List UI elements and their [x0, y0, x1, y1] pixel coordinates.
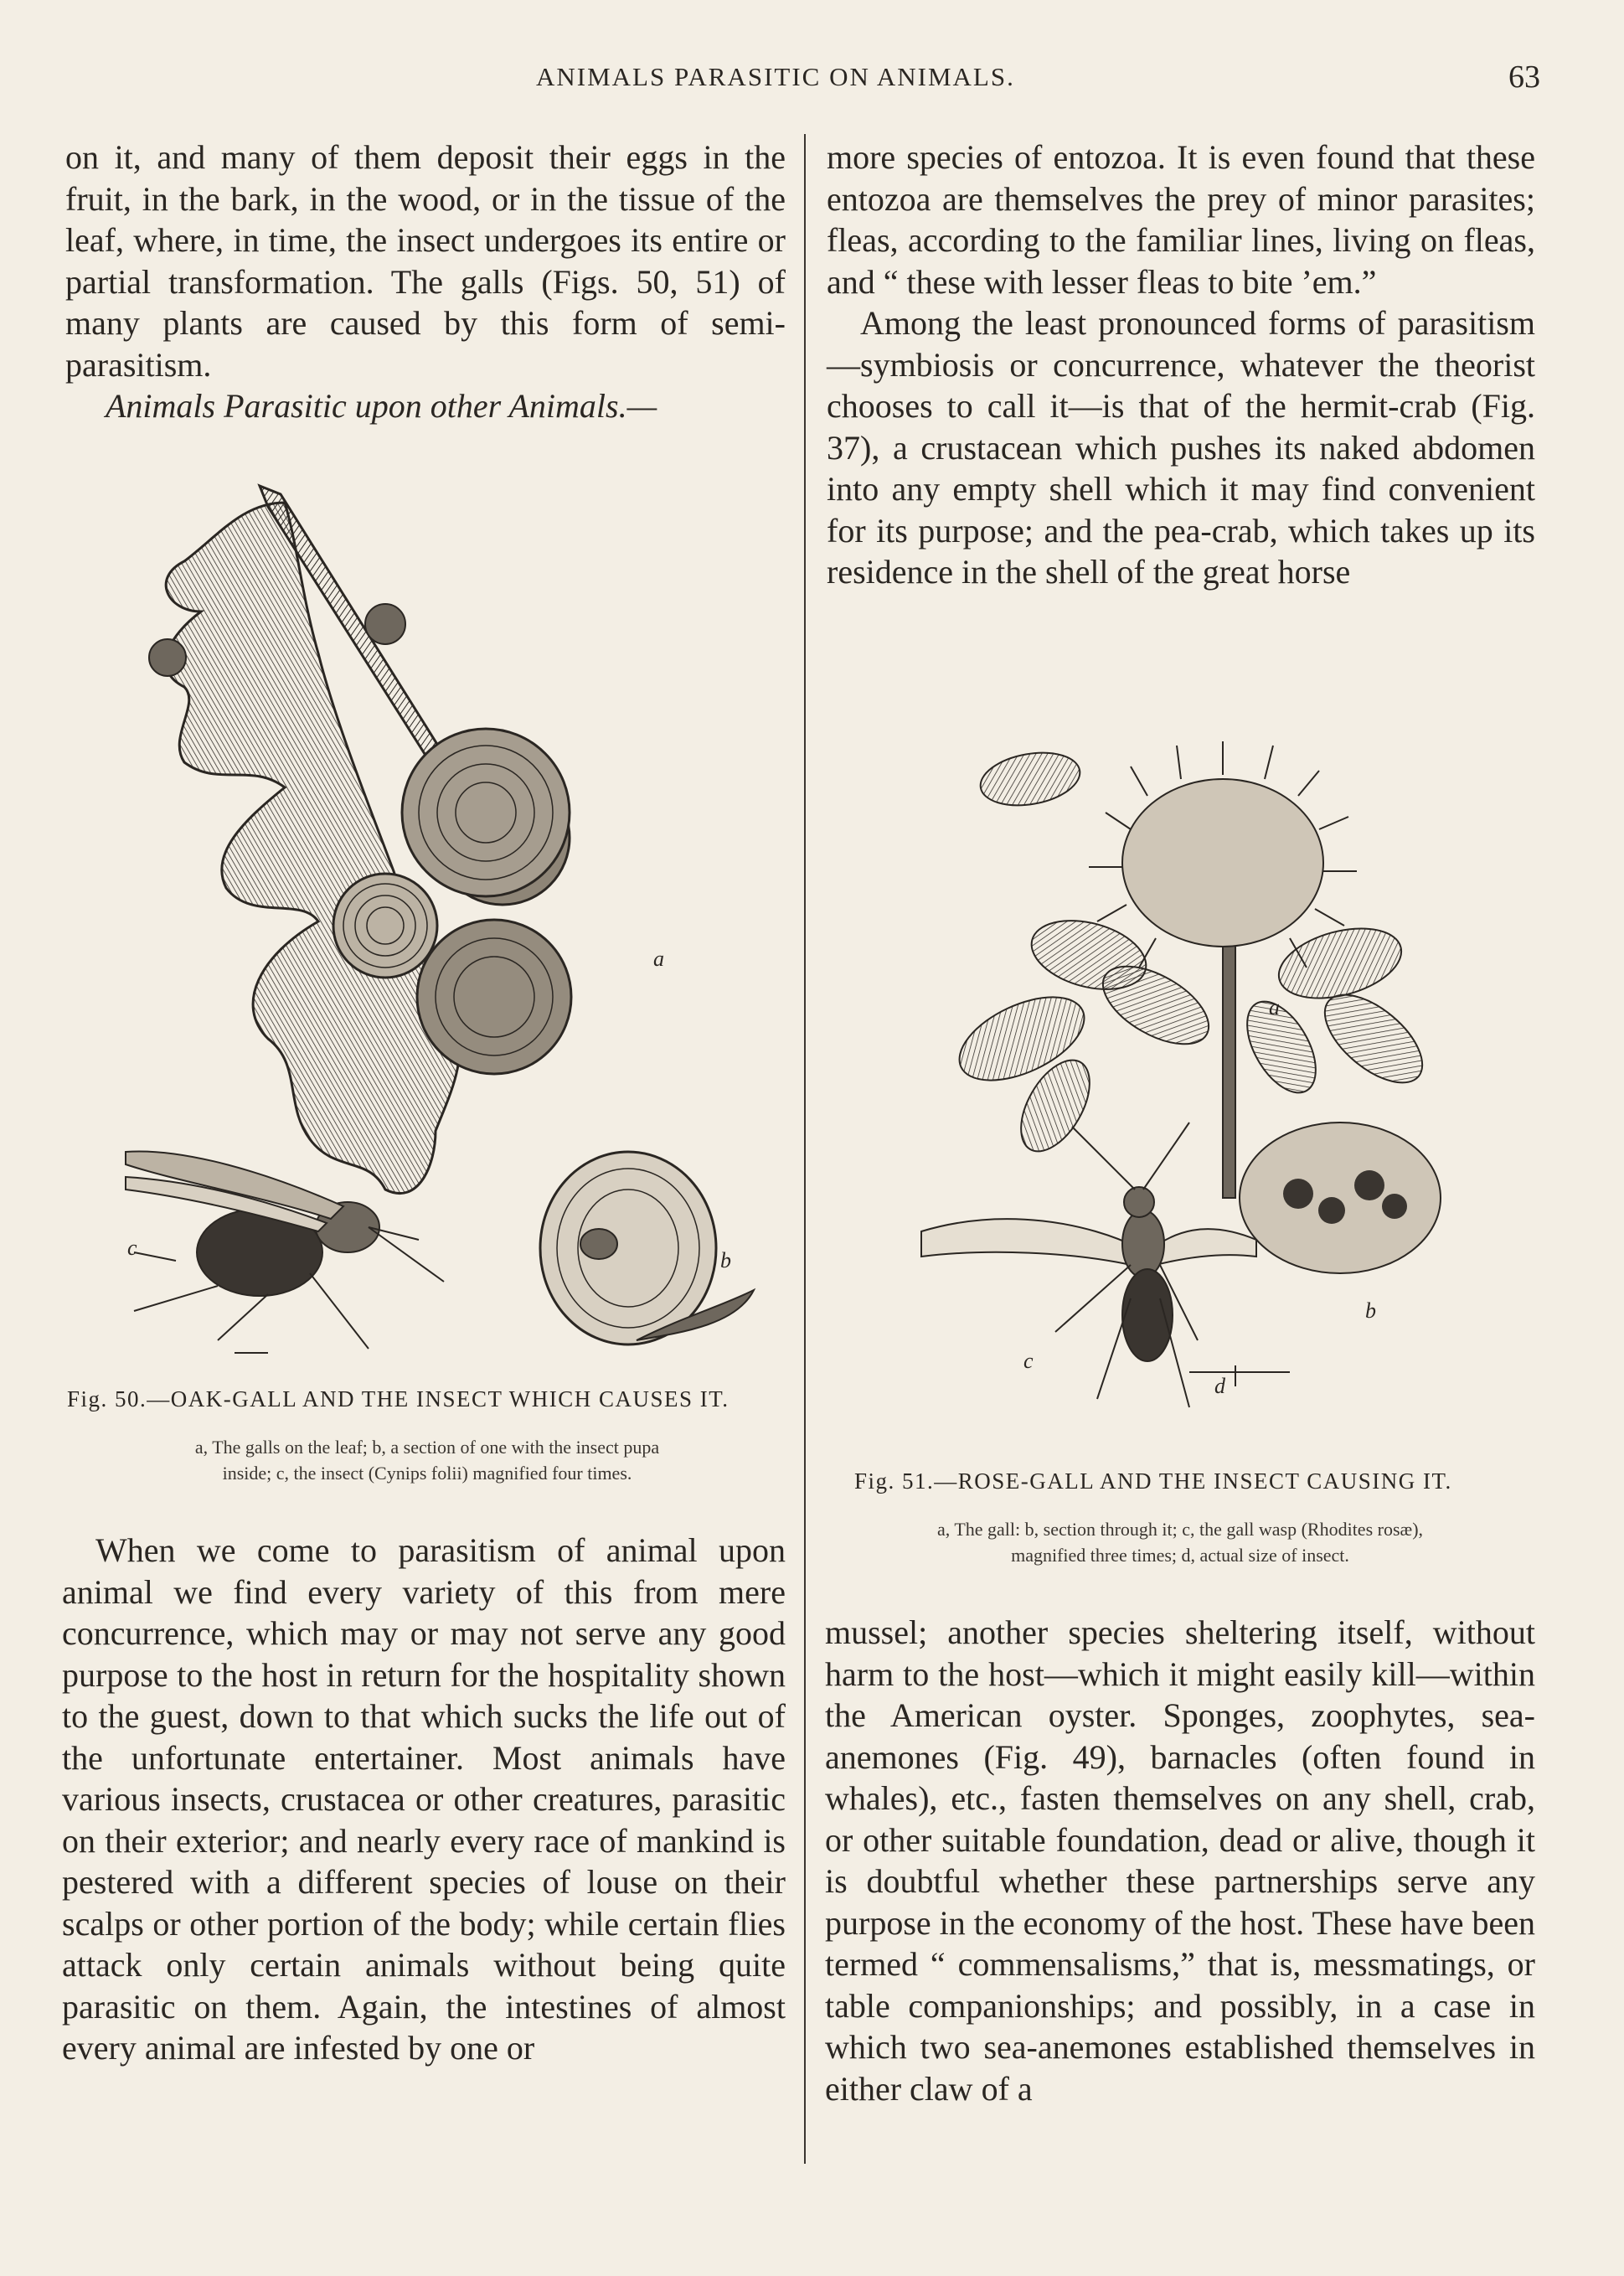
paragraph: more species of entozoa. It is even found that these entozoa are themselves the prey of minor parasites; fleas, according to the familiar lines, living on fleas, and “ these with lesser fleas to bite ’em.”	[827, 138, 1535, 301]
caption-line: inside; c, the insect (Cynips folii) magnified four times.	[222, 1463, 632, 1484]
figure-51-illustration	[905, 729, 1474, 1449]
paragraph: Among the least pronounced forms of parasitism—symbiosis or concurrence, whatever the theorist chooses to call it—is that of the hermit-crab (Fig. 37), a crustacean which pushes its naked abdomen into any empty shell which it may find convenient for its purpose; and the pea-crab, which takes up its residence in the shell of the great horse	[827, 304, 1535, 591]
figure-50-title: Fig. 50.—OAK-GALL AND THE INSECT WHICH CAUSES IT.	[67, 1386, 730, 1412]
caption-line: a, The galls on the leaf; b, a section of one with the insect pupa	[194, 1437, 660, 1458]
column-divider	[804, 134, 806, 2164]
left-column-top	[65, 137, 786, 427]
figure-51-label-b: b	[1365, 1298, 1376, 1323]
figure-51-label-d: d	[1214, 1374, 1225, 1398]
right-column-bottom	[825, 1612, 1535, 2109]
paragraph: on it, and many of them deposit their eggs in the fruit, in the bark, in the wood, or in the tissue of the leaf, where, in time, the insect undergoes its entire or partial transformation. The galls (Figs. 50, 51) of many plants are caused by this form of semi-parasitism.	[65, 138, 786, 384]
figure-50-label-b: b	[720, 1248, 731, 1272]
figure-50-caption	[67, 1434, 787, 1486]
figure-50-label-a: a	[653, 947, 664, 971]
figure-51-title: Fig. 51.—ROSE-GALL AND THE INSECT CAUSING IT.	[854, 1468, 1452, 1494]
running-head: ANIMALS PARASITIC ON ANIMALS.	[536, 62, 1015, 91]
left-column-bottom	[62, 1530, 786, 2069]
caption-line: magnified three times; d, actual size of insect.	[1011, 1545, 1349, 1566]
figure-51-label-c: c	[1023, 1349, 1034, 1373]
figure-51-caption	[825, 1516, 1535, 1568]
page-header	[0, 59, 1624, 101]
caption-line: a, The gall: b, section through it; c, the gall wasp (Rhodites rosæ),	[936, 1519, 1424, 1540]
figure-50-illustration	[117, 469, 771, 1357]
paragraph: mussel; another species sheltering itself, without harm to the host—which it might easily kill—within the American oyster. Sponges, zoophytes, sea-anemones (Fig. 49), barnacles (often found in whales), etc., fasten themselves on any shell, crab, or other suitable foundation, dead or alive, though it is doubtful whether these partnerships serve any purpose in the economy of the host. These have been termed “ commensalisms,” that is, messmatings, or table companionships; and possibly, in a case in which two sea-anemones established themselves in either claw of a	[825, 1613, 1535, 2108]
paragraph: When we come to parasitism of animal upon animal we find every variety of this from mere concurrence, which may or may not serve any good purpose to the host in return for the hospitality shown to the guest, down to that which sucks the life out of the unfortunate entertainer. Most animals have various insects, crustacea or other creatures, parasitic on their exterior; and nearly every race of mankind is pestered with a different species of louse on their scalps or other portion of the body; while certain flies attack only certain animals without being quite parasitic on them. Again, the intestines of almost every animal are infested by one or	[62, 1531, 786, 2067]
oak-gall-engraving	[117, 469, 771, 1357]
page-number: 63	[1508, 59, 1540, 95]
section-heading: Animals Parasitic upon other Animals.—	[106, 387, 657, 425]
right-column-top	[827, 137, 1535, 593]
figure-51-label-a: a	[1269, 995, 1280, 1019]
rose-gall-engraving	[905, 729, 1474, 1449]
figure-50-label-c: c	[127, 1236, 137, 1260]
